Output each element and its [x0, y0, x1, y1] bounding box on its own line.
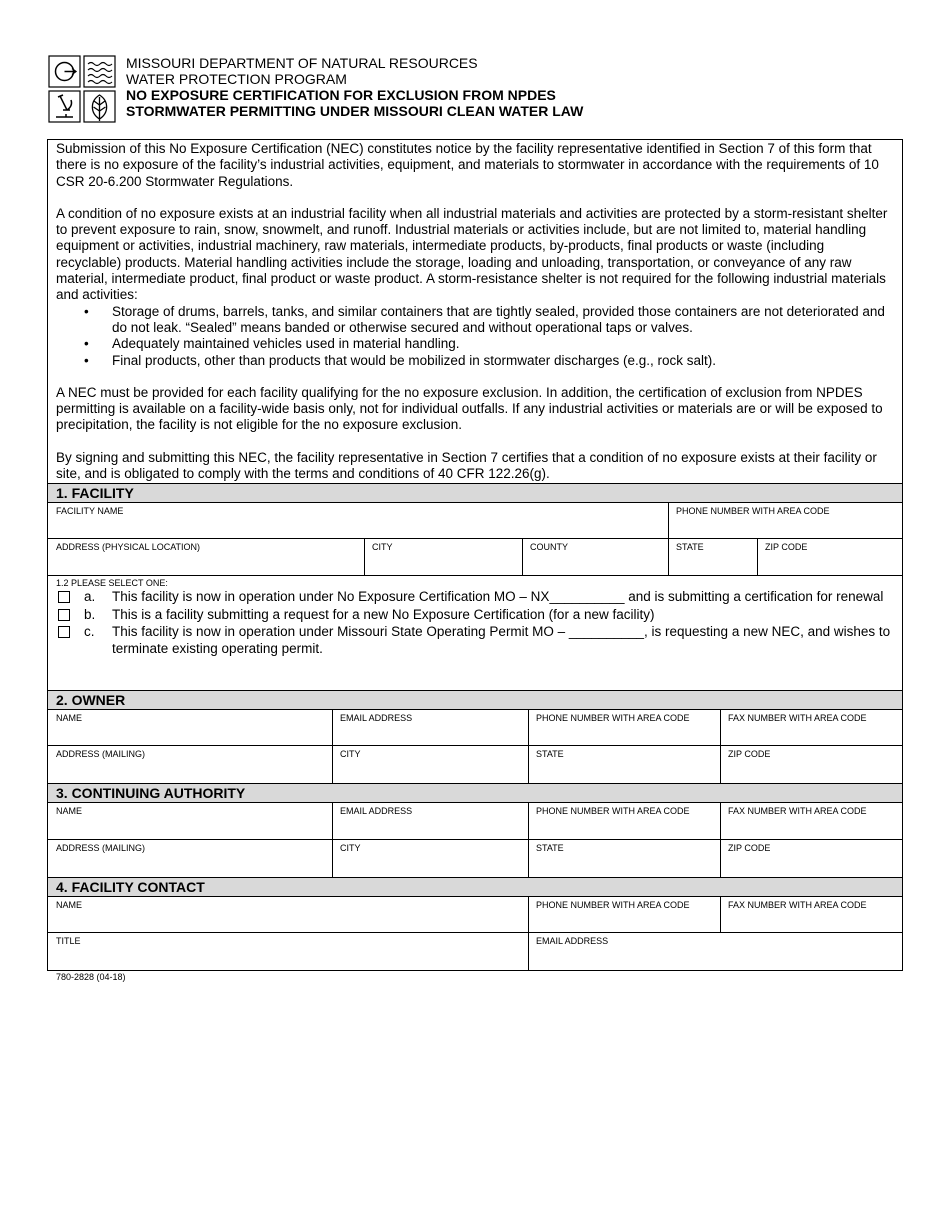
- section-facility-heading: 1. FACILITY: [48, 483, 902, 503]
- option-letter: a.: [84, 589, 96, 605]
- certification-form: [47, 139, 903, 971]
- facility-row-1: [48, 503, 902, 539]
- option-new-facility: [56, 607, 892, 624]
- authority-phone-field[interactable]: PHONE NUMBER WITH AREA CODE: [528, 803, 720, 839]
- contact-name-field[interactable]: NAME: [56, 900, 83, 911]
- renewal-checkbox[interactable]: [58, 591, 70, 603]
- authority-state-field[interactable]: STATE: [528, 840, 720, 877]
- new-facility-checkbox[interactable]: [58, 609, 70, 621]
- contact-title-field[interactable]: TITLE: [56, 936, 81, 947]
- select-one-label: 1.2 PLEASE SELECT ONE:: [56, 578, 168, 589]
- form-title-line-2: STORMWATER PERMITTING UNDER MISSOURI CLEAN WATER LAW: [126, 103, 584, 119]
- owner-fax-field[interactable]: FAX NUMBER WITH AREA CODE: [720, 710, 902, 745]
- intro-paragraph-1: Submission of this No Exposure Certification (NEC) constitutes notice by the facility representative identified in Section 7 of this form that there is no exposure of the facility’s industrial activities, equipment, and materials to stormwater in accordance with the requirements of 10 CSR 20-6.200 Stormwater Regulations.: [56, 141, 879, 189]
- contact-phone-field[interactable]: PHONE NUMBER WITH AREA CODE: [528, 897, 720, 932]
- option-renewal: [56, 589, 892, 606]
- intro-paragraph-4: By signing and submitting this NEC, the facility representative in Section 7 certifies that a condition of no exposure exists at their facility or site, and is obligated to comply with the terms and conditions of 40 CFR 122.26(g).: [56, 449, 877, 482]
- owner-email-field[interactable]: EMAIL ADDRESS: [332, 710, 528, 745]
- owner-zip-field[interactable]: ZIP CODE: [720, 746, 902, 783]
- exemption-item: • Adequately maintained vehicles used in material handling.: [112, 336, 892, 352]
- facility-address-field[interactable]: ADDRESS (PHYSICAL LOCATION): [56, 542, 201, 553]
- intro-text: [48, 140, 902, 482]
- facility-row-2: [48, 539, 902, 576]
- owner-row-1: [48, 710, 902, 746]
- intro-paragraph-2: A condition of no exposure exists at an industrial facility when all industrial materials and activities are protected by a storm-resistant shelter to prevent exposure to rain, snow, snowmelt, and runoff. Industrial materials or activities include, but are not limited to, material handling equipment or activities, industrial machinery, raw materials, intermediate products, by-products, final products or waste (including recyclable) products. Material handling activities include the storage, loading and unloading, transportation, or conveyance of any raw material, intermediate product, final product or waste product. A storm-resistance shelter is not required for the following industrial materials and activities:: [56, 205, 888, 303]
- facility-state-field[interactable]: STATE: [668, 539, 757, 575]
- authority-address-field[interactable]: ADDRESS (MAILING): [56, 843, 146, 854]
- option-letter: b.: [84, 606, 96, 622]
- authority-row-2: [48, 840, 902, 877]
- program-name: WATER PROTECTION PROGRAM: [126, 71, 347, 87]
- contact-fax-field[interactable]: FAX NUMBER WITH AREA CODE: [720, 897, 902, 932]
- dnr-logo: [48, 55, 116, 123]
- authority-zip-field[interactable]: ZIP CODE: [720, 840, 902, 877]
- authority-city-field[interactable]: CITY: [332, 840, 528, 877]
- exemption-item: • Storage of drums, barrels, tanks, and similar containers that are tightly sealed, provided those containers are not deteriorated and do not leak. “Sealed” means banded or otherwise secured and without operational taps or valves.: [112, 304, 892, 337]
- option-letter: c.: [84, 624, 95, 640]
- globe-arrow-icon: [56, 63, 77, 81]
- contact-row-1: [48, 897, 902, 933]
- section-authority-heading: 3. CONTINUING AUTHORITY: [48, 783, 902, 803]
- contact-row-2: [48, 933, 902, 970]
- facility-zip-field[interactable]: ZIP CODE: [757, 539, 902, 575]
- option-terminate-permit: [56, 624, 892, 657]
- terminate-permit-checkbox[interactable]: [58, 626, 70, 638]
- authority-row-1: [48, 803, 902, 840]
- option-text: This facility is now in operation under No Exposure Certification MO – NX__________ and is submitting a certification for renewal: [112, 589, 884, 605]
- facility-name-field[interactable]: FACILITY NAME: [56, 506, 124, 517]
- exemption-list: [56, 304, 892, 369]
- section-owner-heading: 2. OWNER: [48, 691, 902, 710]
- owner-state-field[interactable]: STATE: [528, 746, 720, 783]
- owner-city-field[interactable]: CITY: [332, 746, 528, 783]
- agency-name: MISSOURI DEPARTMENT OF NATURAL RESOURCES: [126, 55, 478, 71]
- exemption-item: • Final products, other than products that would be mobilized in stormwater discharges (e.g., rock salt).: [112, 353, 892, 369]
- facility-phone-field[interactable]: PHONE NUMBER WITH AREA CODE: [668, 503, 902, 538]
- microscope-icon: [56, 95, 73, 117]
- form-title-line-1: NO EXPOSURE CERTIFICATION FOR EXCLUSION FROM NPDES: [126, 87, 556, 103]
- form-header: [126, 55, 583, 119]
- owner-phone-field[interactable]: PHONE NUMBER WITH AREA CODE: [528, 710, 720, 745]
- facility-county-field[interactable]: COUNTY: [522, 539, 668, 575]
- authority-name-field[interactable]: NAME: [56, 806, 83, 817]
- authority-email-field[interactable]: EMAIL ADDRESS: [332, 803, 528, 839]
- owner-row-2: [48, 746, 902, 783]
- authority-fax-field[interactable]: FAX NUMBER WITH AREA CODE: [720, 803, 902, 839]
- facility-type-selection: [48, 576, 902, 691]
- owner-name-field[interactable]: NAME: [56, 713, 83, 724]
- leaf-icon: [92, 95, 106, 121]
- water-waves-icon: [88, 63, 112, 84]
- form-number: 780-2828 (04-18): [56, 972, 126, 982]
- intro-paragraph-3: A NEC must be provided for each facility qualifying for the no exposure exclusion. In addition, the certification of exclusion from NPDES permitting is available on a facility-wide basis only, not for individual outfalls. If any industrial activities or materials are or will be exposed to precipitation, the facility is not eligible for the no exposure exclusion.: [56, 384, 883, 433]
- facility-city-field[interactable]: CITY: [364, 539, 522, 575]
- owner-address-field[interactable]: ADDRESS (MAILING): [56, 749, 146, 760]
- option-text: This is a facility submitting a request for a new No Exposure Certification (for a new facility): [112, 606, 655, 622]
- section-contact-heading: 4. FACILITY CONTACT: [48, 877, 902, 897]
- contact-email-field[interactable]: EMAIL ADDRESS: [528, 933, 902, 970]
- option-text: This facility is now in operation under Missouri State Operating Permit MO – __________, is requesting a new NEC, and wishes to terminate existing operating permit.: [112, 624, 891, 656]
